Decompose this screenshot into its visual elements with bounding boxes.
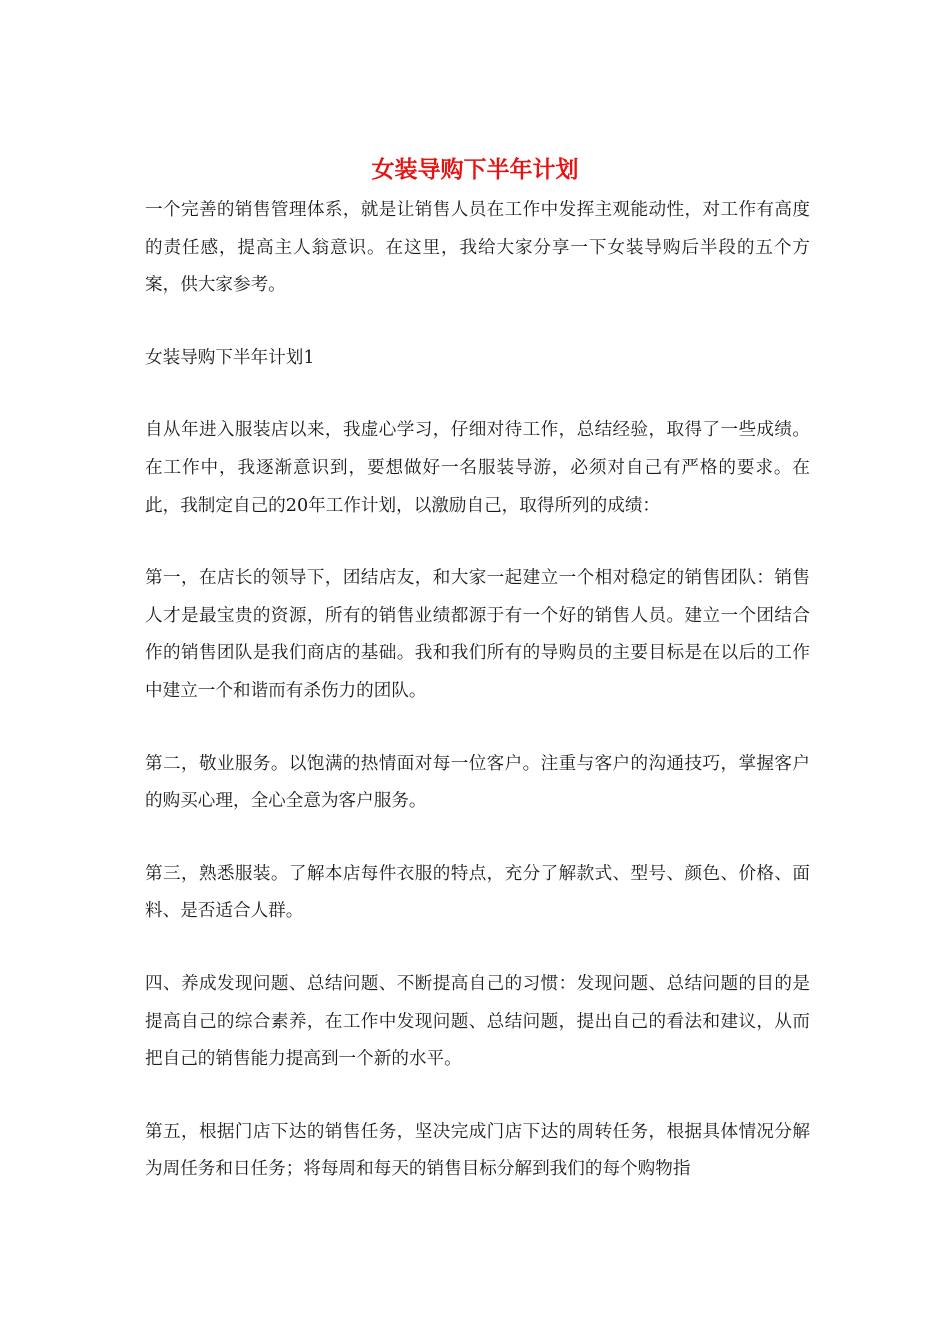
paragraph-preface: 自从年进入服装店以来，我虚心学习，仔细对待工作，总结经验，取得了一些成绩。在工作中，我逐渐意识到，要想做好一名服装导游，必须对自己有严格的要求。在此，我制定自己的20年工作计划，以激励自己，取得所列的成绩： — [145, 420, 810, 516]
paragraph-intro: 一个完善的销售管理体系，就是让销售人员在工作中发挥主观能动性，对工作有高度的责任感，提高主人翁意识。在这里，我给大家分享一下女装导购后半段的五个方案，供大家参考。 — [145, 200, 810, 296]
paragraph-point-4: 四、养成发现问题、总结问题、不断提高自己的习惯：发现问题、总结问题的目的是提高自己的综合素养，在工作中发现问题、总结问题，提出自己的看法和建议，从而把自己的销售能力提高到一个新的水平。 — [145, 973, 810, 1070]
paragraph-point-2: 第二，敬业服务。以饱满的热情面对每一位客户。注重与客户的沟通技巧，掌握客户的购买心理，全心全意为客户服务。 — [145, 753, 810, 812]
paragraph-point-5: 第五，根据门店下达的销售任务，坚决完成门店下达的周转任务，根据具体情况分解为周任务和日任务；将每周和每天的销售目标分解到我们的每个购物指 — [145, 1121, 810, 1180]
document-body — [145, 192, 810, 1224]
paragraph-point-1: 第一，在店长的领导下，团结店友，和大家一起建立一个相对稳定的销售团队：销售人才是最宝贵的资源，所有的销售业绩都源于有一个好的销售人员。建立一个团结合作的销售团队是我们商店的基础。我和我们所有的导购员的主要目标是在以后的工作中建立一个和谐而有杀伤力的团队。 — [145, 568, 810, 701]
section-heading: 女装导购下半年计划1 — [145, 347, 315, 368]
document-title: 女装导购下半年计划 — [371, 156, 579, 183]
paragraph-point-3: 第三，熟悉服装。了解本店每件衣服的特点，充分了解款式、型号、颜色、价格、面料、是否适合人群。 — [145, 863, 810, 922]
